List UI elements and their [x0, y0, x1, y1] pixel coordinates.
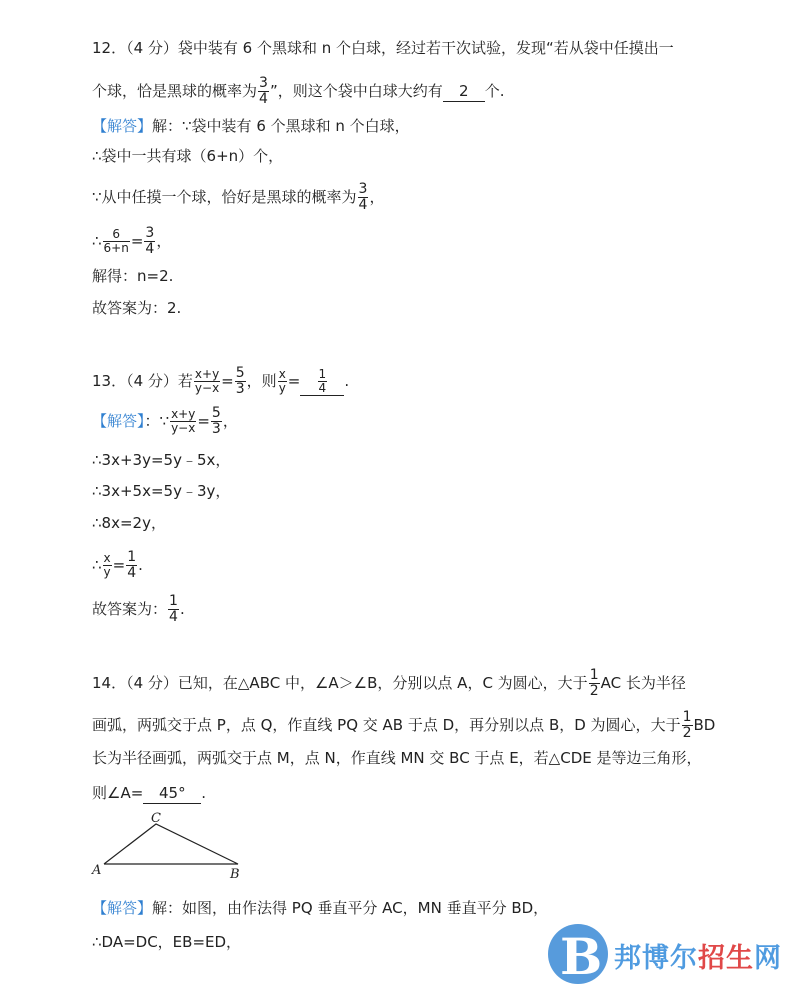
q13-solution-1: 【解答】：∵ $\frac{x+y}{y-x}$ = $\frac{5}{3}$ ，	[92, 405, 238, 437]
fraction: $\frac{6}{6+n}$	[103, 227, 129, 255]
vertex-label-a: A	[92, 863, 102, 878]
vertex-label-c: C	[151, 812, 161, 826]
fraction: $\frac{3}{4}$	[145, 225, 155, 257]
q12-solution-5: 解得：n=2.	[92, 267, 174, 285]
logo-letter: B	[560, 927, 603, 986]
q12-solution-2: ∴袋中一共有球（6+n）个，	[92, 147, 284, 165]
q12-solution-4: ∴ $\frac{6}{6+n}$ = $\frac{3}{4}$ ，	[92, 225, 172, 257]
watermark-logo	[548, 924, 798, 988]
fraction: $\frac{1}{2}$	[589, 667, 599, 699]
fraction: $\frac{3}{4}$	[358, 181, 368, 213]
q12-solution-1: 【解答】解：∵袋中装有 6 个黑球和 n 个白球，	[92, 117, 410, 135]
solution-tag: 【解答】	[92, 412, 145, 430]
q13-solution-2: ∴3x+3y=5y﹣5x，	[92, 451, 231, 469]
q12-line2	[92, 76, 505, 107]
fraction: $\frac{1}{4}$	[169, 593, 178, 625]
q14-solution-1: 【解答】解：如图，由作法得 PQ 垂直平分 AC，MN 垂直平分 BD，	[92, 899, 549, 917]
q13-line1: 13．（4 分）若 $\frac{x+y}{y-x}$ = $\frac{5}{3}$ ，则 $\frac{x}{y}$ = $\frac{1}{4}$ .	[92, 365, 350, 397]
fraction: $\frac{5}{3}$	[235, 365, 245, 397]
q13-solution-4: ∴8x=2y，	[92, 514, 166, 532]
q12-line1: 12．（4 分）袋中装有 6 个黑球和 n 个白球，经过若干次试验，发现“若从袋中任摸出一	[92, 39, 674, 57]
fraction: $\frac{x}{y}$	[278, 367, 286, 395]
q13-solution-6: 故答案为： $\frac{1}{4}$ .	[92, 593, 185, 625]
fraction: $\frac{1}{4}$	[318, 367, 327, 395]
fraction: $\frac{x+y}{y-x}$	[171, 407, 196, 435]
q14-line2: 画弧，两弧交于点 P，点 Q，作直线 PQ 交 AB 于点 D，再分别以点 B，D 为圆心，大于 $\frac{1}{2}$ BD	[92, 709, 716, 741]
fraction: $\frac{3}{4}$	[259, 75, 268, 107]
q12-text: 个.	[484, 82, 505, 100]
q12-solution-6: 故答案为：2.	[92, 299, 182, 317]
logo-text: 邦博尔招生网	[614, 943, 782, 974]
answer-blank: 2	[443, 81, 485, 102]
answer-blank	[300, 368, 344, 396]
fraction: $\frac{1}{2}$	[682, 709, 692, 741]
triangle-outline	[104, 824, 238, 864]
answer-blank: 45°	[143, 783, 201, 804]
q14-line3: 长为半径画弧，两弧交于点 M，点 N，作直线 MN 交 BC 于点 E，若△CDE 是等边三角形，	[92, 749, 702, 767]
fraction: $\frac{x+y}{y-x}$	[194, 367, 220, 395]
q12-text: 个球，恰是黑球的概率为	[92, 82, 258, 100]
q14-line1: 14．（4 分）已知，在△ABC 中，∠A＞∠B，分别以点 A，C 为圆心，大于 $\frac{1}{2}$ AC 长为半径	[92, 667, 686, 699]
vertex-label-b: B	[230, 867, 240, 882]
triangle-figure	[88, 812, 258, 882]
q12-text: ”，则这个袋中白球大约有	[269, 82, 443, 100]
q12-solution-3: ∵从中任摸一个球，恰好是黑球的概率为 $\frac{3}{4}$ ，	[92, 181, 385, 213]
q13-solution-5: ∴ $\frac{x}{y}$ = $\frac{1}{4}$ .	[92, 549, 143, 581]
solution-tag: 【解答】	[92, 899, 153, 917]
q14-solution-2: ∴DA=DC，EB=ED，	[92, 933, 242, 951]
fraction: $\frac{5}{3}$	[211, 405, 221, 437]
q13-solution-3: ∴3x+5x=5y﹣3y，	[92, 482, 231, 500]
solution-tag: 【解答】	[92, 117, 153, 135]
fraction: $\frac{1}{4}$	[127, 549, 137, 581]
fraction: $\frac{x}{y}$	[103, 551, 111, 579]
q14-line4: 则∠A= 45° .	[92, 784, 207, 802]
